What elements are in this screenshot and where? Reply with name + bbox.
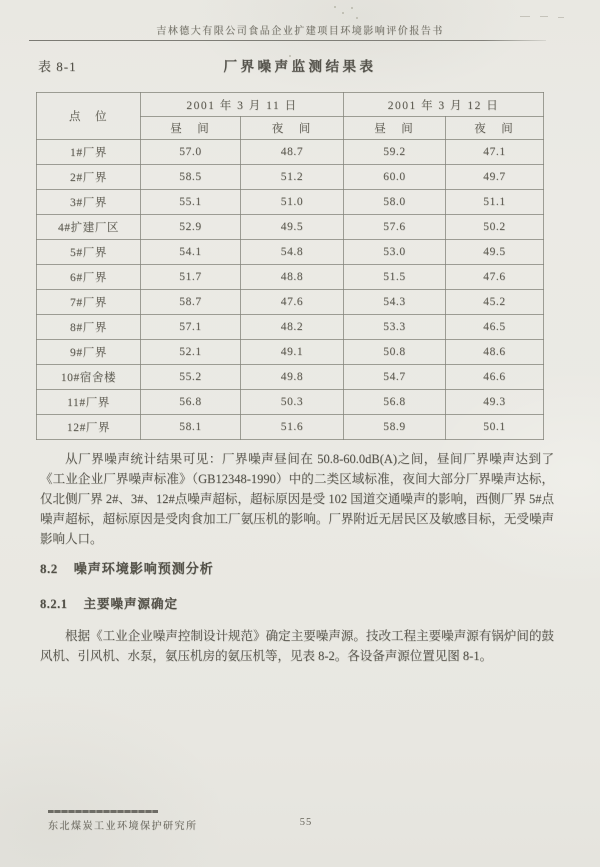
section-heading-8-2 [40, 558, 214, 577]
point-cell: 2#厂界 [37, 165, 141, 190]
point-cell: 11#厂界 [37, 390, 141, 415]
column-header-night: 夜 间 [241, 117, 344, 140]
value-cell: 50.2 [446, 215, 544, 240]
point-cell: 3#厂界 [37, 190, 141, 215]
value-cell: 51.6 [241, 415, 344, 440]
value-cell: 53.0 [344, 240, 446, 265]
value-cell: 55.1 [141, 190, 241, 215]
point-cell: 1#厂界 [37, 140, 141, 165]
column-header-point: 点 位 [37, 93, 141, 140]
value-cell: 47.6 [446, 265, 544, 290]
column-header-day: 昼 间 [344, 117, 446, 140]
table-row [37, 365, 544, 390]
value-cell: 50.8 [344, 340, 446, 365]
point-cell: 9#厂界 [37, 340, 141, 365]
value-cell: 46.5 [446, 315, 544, 340]
paragraph-noise-sources: 根据《工业企业噪声控制设计规范》确定主要噪声源。技改工程主要噪声源有锅炉间的鼓风机、引风机、水泵，氨压机房的氨压机等，见表 8-2。各设备声源位置见图 8-1。 [40, 629, 554, 663]
section-number: 8.2.1 [40, 597, 68, 611]
value-cell: 53.3 [344, 315, 446, 340]
section-title: 噪声环境影响预测分析 [73, 561, 214, 576]
point-cell: 4#扩建厂区 [37, 215, 141, 240]
table-row [37, 165, 544, 190]
column-header-day: 昼 间 [141, 117, 241, 140]
table-row [37, 315, 544, 340]
scan-speck [520, 16, 530, 17]
table-row [37, 140, 544, 165]
value-cell: 54.7 [344, 365, 446, 390]
table-row [37, 290, 544, 315]
value-cell: 49.3 [446, 390, 544, 415]
value-cell: 49.1 [241, 340, 344, 365]
page-number: 55 [299, 817, 313, 828]
value-cell: 48.2 [241, 315, 344, 340]
point-cell: 7#厂界 [37, 290, 141, 315]
value-cell: 58.5 [141, 165, 241, 190]
point-cell: 12#厂界 [37, 415, 141, 440]
scan-speck [540, 16, 548, 17]
table-row [37, 265, 544, 290]
value-cell: 51.1 [446, 190, 544, 215]
value-cell: 52.9 [141, 215, 241, 240]
column-header-night: 夜 间 [446, 117, 544, 140]
section-number: 8.2 [40, 561, 58, 576]
value-cell: 55.2 [141, 365, 241, 390]
value-cell: 54.1 [141, 240, 241, 265]
value-cell: 50.1 [446, 415, 544, 440]
value-cell: 58.1 [141, 415, 241, 440]
scan-speck [351, 7, 353, 9]
column-header-date1: 2001 年 3 月 11 日 [141, 93, 344, 117]
table-row [37, 240, 544, 265]
point-cell: 10#宿舍楼 [37, 365, 141, 390]
value-cell: 46.6 [446, 365, 544, 390]
value-cell: 57.1 [141, 315, 241, 340]
scan-speck [334, 6, 336, 8]
value-cell: 48.8 [241, 265, 344, 290]
value-cell: 49.5 [446, 240, 544, 265]
value-cell: 56.8 [141, 390, 241, 415]
value-cell: 51.2 [241, 165, 344, 190]
value-cell: 54.8 [241, 240, 344, 265]
value-cell: 57.6 [344, 215, 446, 240]
table-row [37, 390, 544, 415]
scan-speck [356, 17, 358, 19]
table-header-row [37, 93, 544, 117]
column-header-date2: 2001 年 3 月 12 日 [344, 93, 544, 117]
table-row [37, 415, 544, 440]
value-cell: 47.1 [446, 140, 544, 165]
table-row [37, 215, 544, 240]
scan-speck [342, 12, 344, 14]
value-cell: 56.8 [344, 390, 446, 415]
table-row [37, 190, 544, 215]
section-heading-8-2-1 [40, 594, 178, 612]
paragraph-noise-summary: 从厂界噪声统计结果可见：厂界噪声昼间在 50.8-60.0dB(A)之间，昼间厂界噪声达到了《工业企业厂界噪声标准》（GB12348-1990）中的二类区域标准，夜间大部分厂界噪声达标，仅北侧厂界 2#、3#、12#点噪声超标，超标原因是受 102 国道交通噪声的影响，西侧厂界 5#点噪声超标，超标原因是受肉食加工厂氨压机的影响。厂界附近无居民区及敏感目标，无受噪声影响人口。 [40, 452, 554, 546]
value-cell: 54.3 [344, 290, 446, 315]
value-cell: 50.3 [241, 390, 344, 415]
table-label: 表 8-1 [38, 59, 77, 74]
value-cell: 52.1 [141, 340, 241, 365]
value-cell: 49.5 [241, 215, 344, 240]
header-rule [29, 40, 546, 41]
footer-organization: 东北煤炭工业环境保护研究所 [48, 821, 198, 832]
value-cell: 45.2 [446, 290, 544, 315]
value-cell: 57.0 [141, 140, 241, 165]
value-cell: 51.5 [344, 265, 446, 290]
value-cell: 60.0 [344, 165, 446, 190]
noise-monitoring-table [36, 92, 544, 440]
value-cell: 49.7 [446, 165, 544, 190]
value-cell: 58.0 [344, 190, 446, 215]
scan-speck [558, 17, 564, 18]
value-cell: 58.7 [141, 290, 241, 315]
value-cell: 49.8 [241, 365, 344, 390]
value-cell: 51.0 [241, 190, 344, 215]
value-cell: 47.6 [241, 290, 344, 315]
value-cell: 59.2 [344, 140, 446, 165]
table-row [37, 340, 544, 365]
value-cell: 48.6 [446, 340, 544, 365]
value-cell: 58.9 [344, 415, 446, 440]
value-cell: 51.7 [141, 265, 241, 290]
value-cell: 48.7 [241, 140, 344, 165]
point-cell: 5#厂界 [37, 240, 141, 265]
footer-rule [48, 810, 158, 813]
point-cell: 8#厂界 [37, 315, 141, 340]
running-header: 吉林德大有限公司食品企业扩建项目环境影响评价报告书 [156, 26, 444, 37]
point-cell: 6#厂界 [37, 265, 141, 290]
table-title: 厂界噪声监测结果表 [223, 59, 377, 74]
section-title: 主要噪声源确定 [83, 597, 179, 611]
